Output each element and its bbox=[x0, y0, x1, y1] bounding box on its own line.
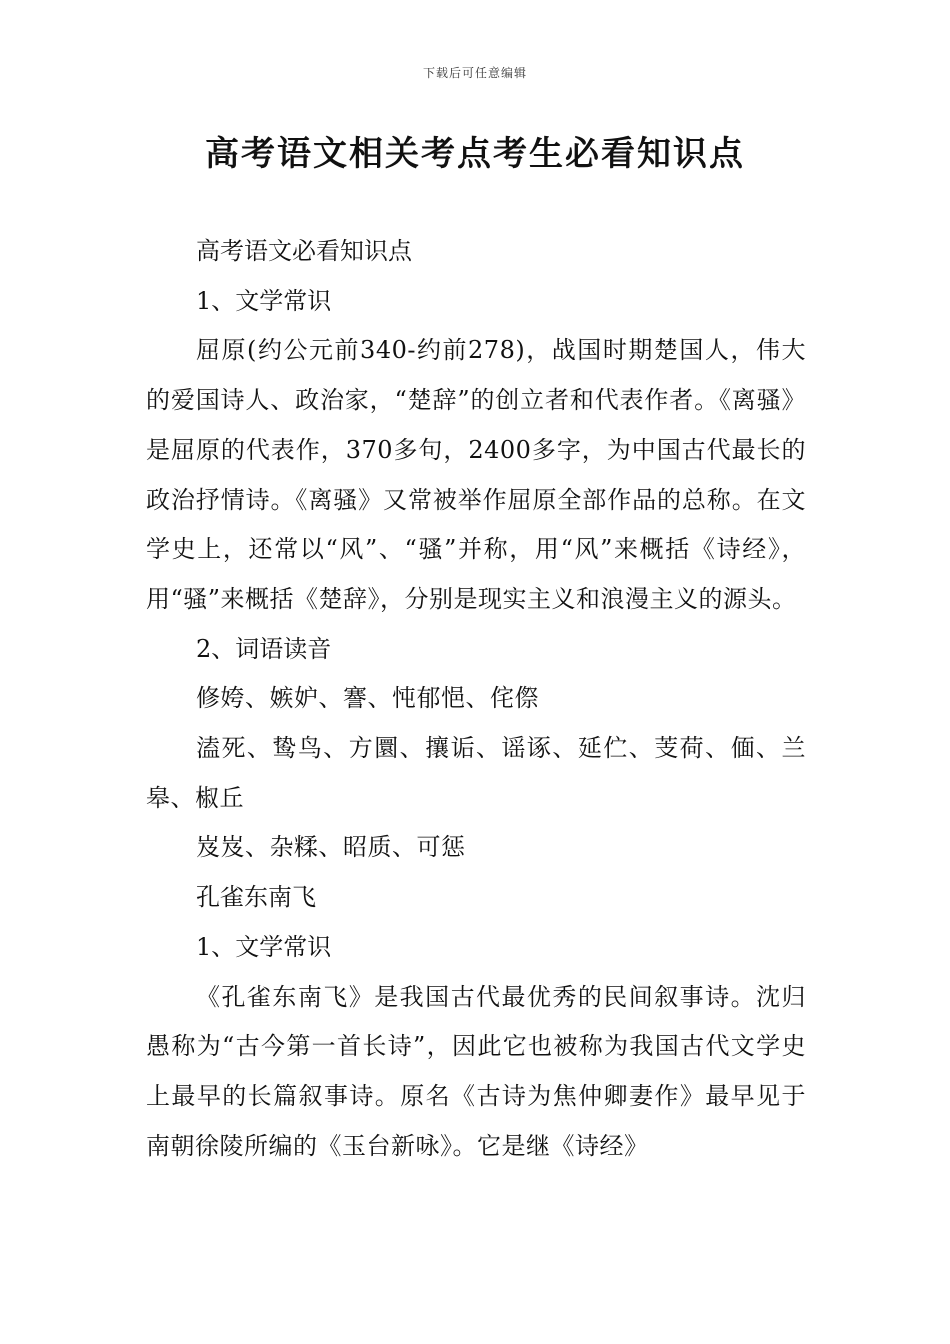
subsection-heading: 2、词语读音 bbox=[196, 634, 332, 663]
paragraph-quyuan: 屈原(约公元前340-约前278)，战国时期楚国人，伟大的爱国诗人、政治家，“楚辞”的创立者和代表作者。《离骚》是屈原的代表作，370多句，2400多字，为中国古代最长的政治抒情诗。《离骚》又常被举作屈原全部作品的总称。在文学史上，还常以“风”、“骚”并称，用“风”来概括《诗经》，用“骚”来概括《楚辞》，分别是现实主义和浪漫主义的源头。 bbox=[146, 336, 806, 613]
vocab-line: 修姱、嫉妒、謇、忳郁悒、侘傺 bbox=[196, 684, 539, 713]
header-note: 下载后可任意编辑 bbox=[422, 66, 527, 80]
document-body bbox=[146, 227, 806, 1171]
subsection-heading: 1、文学常识 bbox=[196, 932, 332, 961]
document-title: 高考语文相关考点考生必看知识点 bbox=[205, 134, 745, 174]
section-heading: 高考语文必看知识点 bbox=[196, 237, 412, 265]
vocab-line: 岌岌、杂糅、昭质、可惩 bbox=[196, 833, 466, 862]
vocab-line: 溘死、鸷鸟、方圜、攘诟、谣诼、延伫、芰荷、偭、兰皋、椒丘 bbox=[146, 734, 806, 812]
section-heading: 孔雀东南飞 bbox=[196, 883, 316, 912]
subsection-heading: 1、文学常识 bbox=[196, 286, 332, 315]
paragraph-kongque: 《孔雀东南飞》是我国古代最优秀的民间叙事诗。沈归愚称为“古今第一首长诗”，因此它也被称为我国古代文学史上最早的长篇叙事诗。原名《古诗为焦仲卿妻作》最早见于南朝徐陵所编的《玉台新咏》。它是继《诗经》 bbox=[146, 982, 806, 1160]
